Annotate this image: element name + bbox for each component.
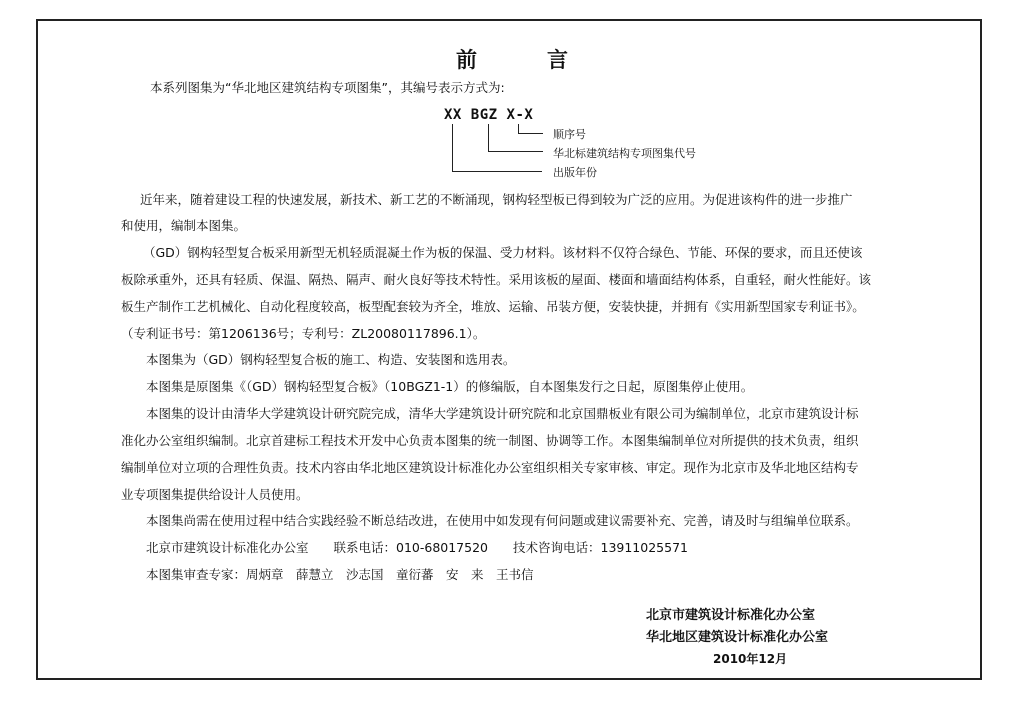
series-leader-v xyxy=(488,124,489,152)
code-series: BGZ xyxy=(470,107,498,123)
intro-text: 本系列图集为“华北地区建筑结构专项图集”，其编号表示方式为: xyxy=(150,80,505,95)
body-line: 本图集是原图集《（GD）钢构轻型复合板》（10BGZ1-1）的修编版，自本图集发行之日起，原图集停止使用。 xyxy=(146,379,754,394)
body-line: 本图集尚需在使用过程中结合实践经验不断总结改进，在使用中如发现有何问题或建议需要补充、完善，请及时与组编单位联系。 xyxy=(146,513,859,528)
body-line: 业专项图集提供给设计人员使用。 xyxy=(121,487,309,502)
contact-line: 北京市建筑设计标准化办公室 联系电话：010-68017520 技术咨询电话：13911025571 xyxy=(146,540,688,555)
signature-date: 2010年12月 xyxy=(713,652,788,666)
body-line: 本图集为（GD）钢构轻型复合板的施工、构造、安装图和选用表。 xyxy=(146,352,516,367)
body-line: （GD）钢构轻型复合板采用新型无机轻质混凝土作为板的保温、受力材料。该材料不仅符合绿色、节能、环保的要求，而且还使该 xyxy=(143,245,863,260)
legend-code: 华北标建筑结构专项图集代号 xyxy=(553,147,696,160)
body-line: 本图集的设计由清华大学建筑设计研究院完成，清华大学建筑设计研究院和北京国鼎板业有限公司为编制单位，北京市建筑设计标 xyxy=(146,406,859,421)
seq-leader-h xyxy=(518,133,543,134)
page-title xyxy=(0,44,1024,74)
code-seq: X-X xyxy=(506,107,534,123)
title-char-2: 言 xyxy=(547,48,568,72)
signature-org-1: 北京市建筑设计标准化办公室 xyxy=(646,608,816,623)
body-line: （专利证书号：第1206136号；专利号：ZL20080117896.1）。 xyxy=(121,326,486,341)
body-line: 准化办公室组织编制。北京首建标工程技术开发中心负责本图集的统一制图、协调等工作。本图集编制单位对所提供的技术负责，组织 xyxy=(121,433,859,448)
year-leader-v xyxy=(452,124,453,172)
year-leader-h xyxy=(452,171,542,172)
signature-org-2: 华北地区建筑设计标准化办公室 xyxy=(646,630,829,645)
reviewers-line: 本图集审查专家：周炳章 薛慧立 沙志国 童衍蕃 安 来 王书信 xyxy=(146,567,534,582)
code-format xyxy=(444,107,533,123)
code-year: XX xyxy=(444,107,462,123)
body-line: 编制单位对立项的合理性负责。技术内容由华北地区建筑设计标准化办公室组织相关专家审核、审定。现作为北京市及华北地区结构专 xyxy=(121,460,859,475)
body-line: 板除承重外，还具有轻质、保温、隔热、隔声、耐火良好等技术特性。采用该板的屋面、楼面和墙面结构体系，自重轻，耐火性能好。该 xyxy=(121,272,872,287)
body-line: 近年来，随着建设工程的快速发展，新技术、新工艺的不断涌现，钢构轻型板已得到较为广泛的应用。为促进该构件的进一步推广 xyxy=(140,192,853,207)
body-line: 和使用，编制本图集。 xyxy=(121,218,247,233)
body-line: 板生产制作工艺机械化、自动化程度较高，板型配套较为齐全，堆放、运输、吊装方便，安装快捷，并拥有《实用新型国家专利证书》。 xyxy=(121,299,865,314)
legend-seq: 顺序号 xyxy=(553,128,586,141)
title-char-1: 前 xyxy=(456,48,477,72)
series-leader-h xyxy=(488,151,543,152)
legend-year: 出版年份 xyxy=(553,166,597,179)
